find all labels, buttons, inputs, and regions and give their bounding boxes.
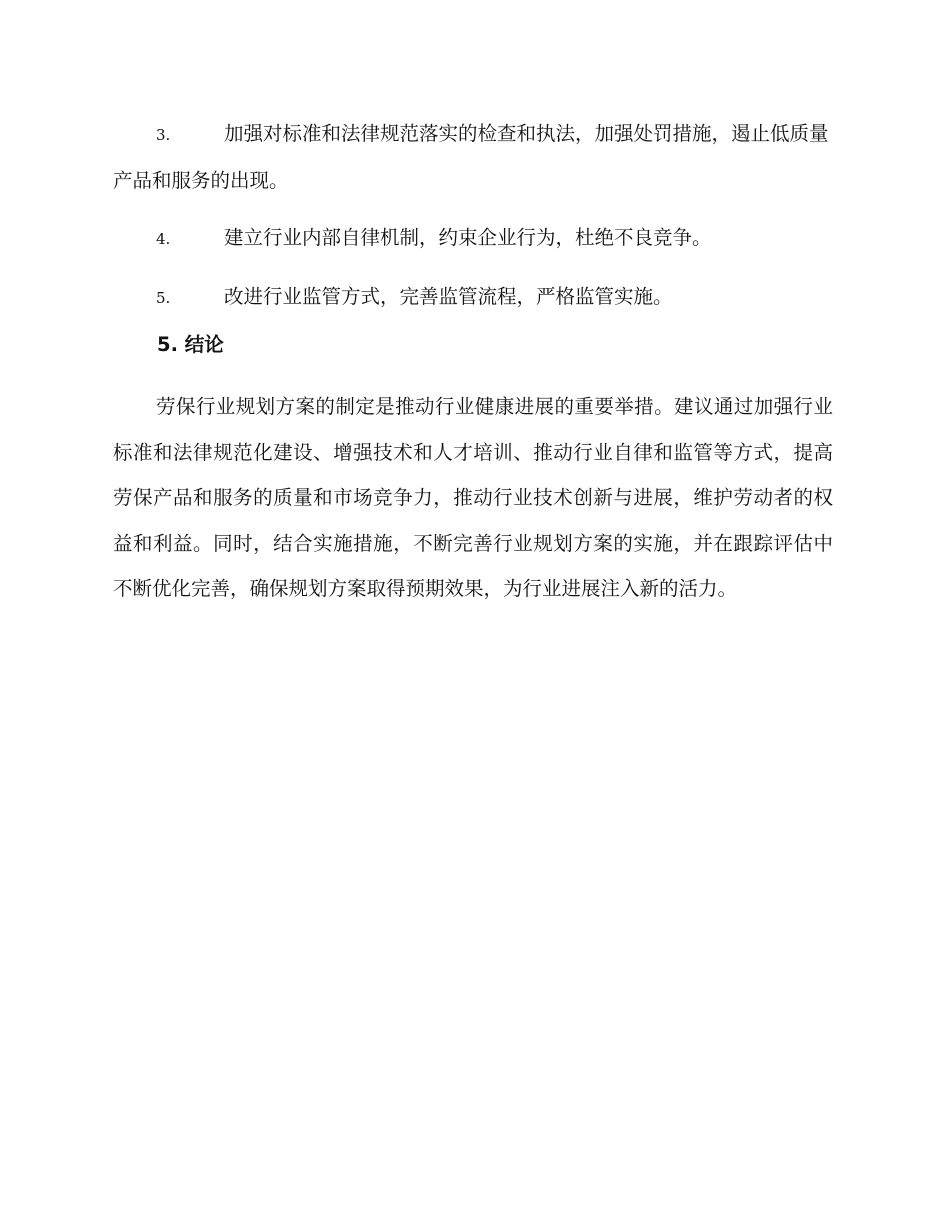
numbered-list bbox=[113, 111, 833, 333]
list-item bbox=[113, 215, 833, 262]
list-item-number: 3. bbox=[156, 126, 171, 144]
list-item bbox=[113, 274, 833, 321]
list-item-number: 5. bbox=[156, 289, 171, 307]
list-item-text: 改进行业监管方式，完善监管流程，严格监管实施。 bbox=[224, 285, 673, 308]
list-item-number: 4. bbox=[156, 230, 171, 248]
section-heading: 5. 结论 bbox=[157, 333, 224, 356]
list-item-text: 加强对标准和法律规范落实的检查和执法，加强处罚措施，遏止低质量产品和服务的出现。 bbox=[113, 122, 829, 192]
list-item bbox=[113, 111, 833, 203]
list-item-text: 建立行业内部自律机制，约束企业行为，杜绝不良竞争。 bbox=[224, 226, 712, 249]
conclusion-paragraph: 劳保行业规划方案的制定是推动行业健康进展的重要举措。建议通过加强行业标准和法律规范化建设、增强技术和人才培训、推动行业自律和监管等方式，提高劳保产品和服务的质量和市场竞争力，推动行业技术创新与进展，维护劳动者的权益和利益。同时，结合实施措施，不断完善行业规划方案的实施，并在跟踪评估中不断优化完善，确保规划方案取得预期效果，为行业进展注入新的活力。 bbox=[113, 395, 833, 600]
